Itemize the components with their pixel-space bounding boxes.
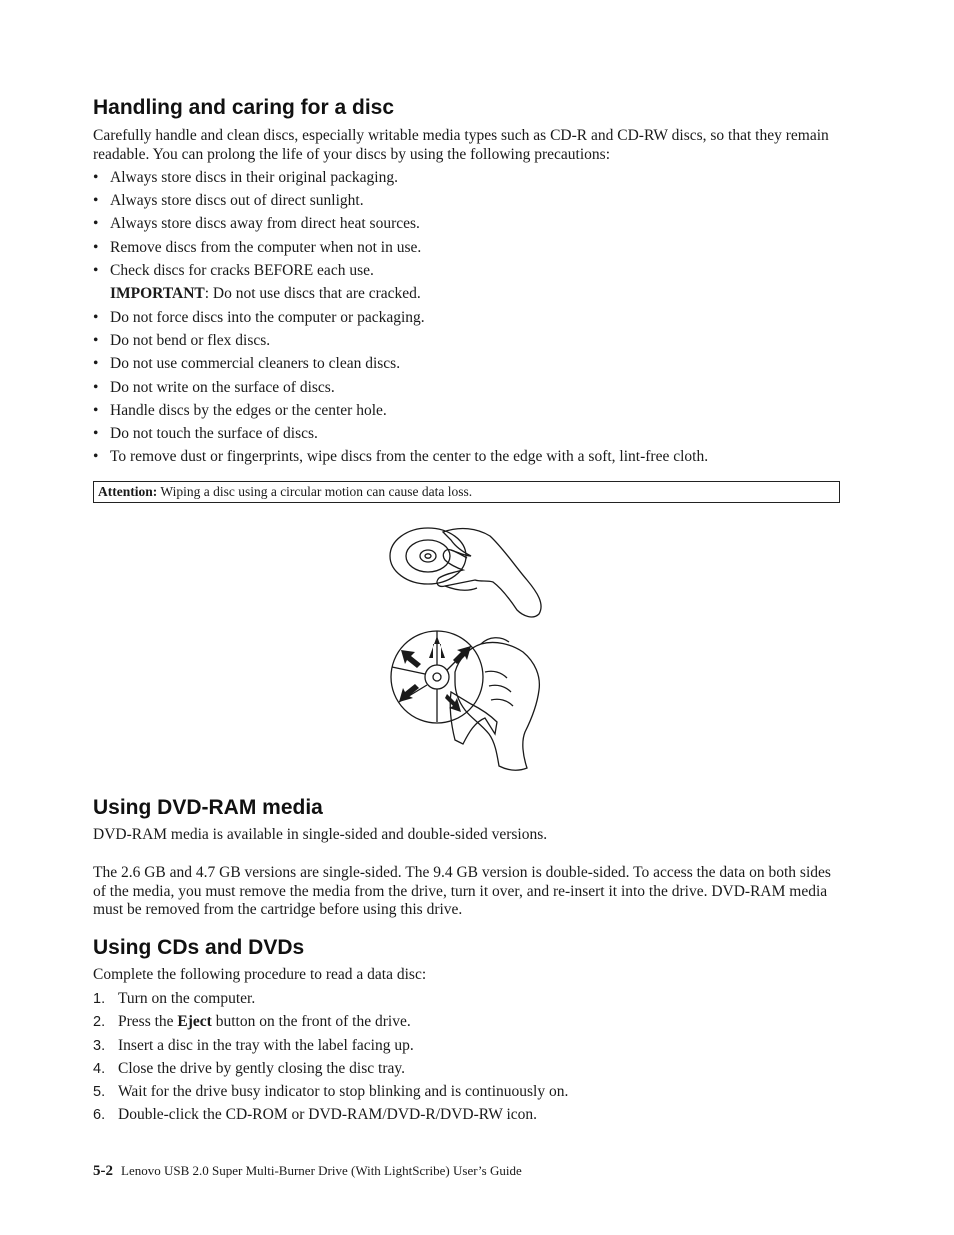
precautions-list-b xyxy=(93,308,840,470)
precaution-text: Check discs for cracks BEFORE each use. xyxy=(110,261,374,279)
precaution-item xyxy=(93,191,840,214)
hand-holding-icon xyxy=(437,529,541,617)
step-text-bold: Eject xyxy=(177,1013,212,1031)
precaution-text: Handle discs by the edges or the center hole. xyxy=(110,401,387,419)
precaution-item xyxy=(93,401,840,424)
bullet-icon: • xyxy=(93,332,99,350)
dvd-ram-para-2: The 2.6 GB and 4.7 GB versions are single-sided. The 9.4 GB version is double-sided. To access the data on both sides of the media, you must remove the media from the drive, turn it over, and re-insert it into the drive. DVD-RAM media must be removed from the cartridge before using this drive. xyxy=(93,864,831,918)
precaution-text: To remove dust or fingerprints, wipe discs from the center to the edge with a soft, lint-free cloth. xyxy=(110,448,709,466)
precaution-item xyxy=(93,331,840,354)
bullet-icon: • xyxy=(93,448,99,466)
precaution-item xyxy=(93,424,840,447)
step-text-pre: Turn on the computer. xyxy=(118,990,256,1007)
precaution-text: Remove discs from the computer when not in use. xyxy=(110,238,422,256)
precaution-text: Always store discs in their original packaging. xyxy=(110,169,398,186)
page-number: 5-2 xyxy=(93,1163,113,1179)
precaution-text: Do not use commercial cleaners to clean discs. xyxy=(110,355,401,373)
precaution-text: Always store discs away from direct heat sources. xyxy=(110,215,420,233)
bullet-icon: • xyxy=(93,192,99,210)
section-heading-cds-dvds: Using CDs and DVDs xyxy=(93,936,305,959)
attention-box xyxy=(93,481,840,503)
step-text-pre: Double-click the CD-ROM or DVD-RAM/DVD-R/DVD-RW icon. xyxy=(118,1106,538,1124)
bullet-icon: • xyxy=(93,309,99,326)
handling-intro: Carefully handle and clean discs, especially writable media types such as CD-R and CD-RW discs, so that they remain readable. You can prolong the life of your discs by using the following precautions: xyxy=(93,127,829,163)
dvd-ram-para-1: DVD-RAM media is available in single-sided and double-sided versions. xyxy=(93,826,548,843)
bullet-icon: • xyxy=(93,215,99,233)
step-text-pre: Insert a disc in the tray with the label facing up. xyxy=(118,1036,414,1054)
step-number: 5. xyxy=(93,1084,106,1101)
important-text: : Do not use discs that are cracked. xyxy=(204,285,421,302)
bullet-icon: • xyxy=(93,238,99,256)
step-number: 1. xyxy=(93,991,106,1007)
procedure-step xyxy=(93,1036,840,1059)
procedure-step xyxy=(93,1059,840,1082)
precaution-item xyxy=(93,447,840,470)
page-footer xyxy=(93,1163,522,1180)
step-text-pre: Wait for the drive busy indicator to stop blinking and is continuously on. xyxy=(118,1083,569,1101)
step-text-post: button on the front of the drive. xyxy=(211,1013,411,1031)
precaution-item xyxy=(93,238,840,261)
precaution-text: Do not write on the surface of discs. xyxy=(110,378,335,396)
important-note-item xyxy=(93,284,840,307)
precautions-list-a xyxy=(93,168,840,284)
precaution-item xyxy=(93,308,840,331)
cds-dvds-intro: Complete the following procedure to read a data disc: xyxy=(93,966,427,983)
step-number: 4. xyxy=(93,1060,106,1077)
precaution-text: Do not force discs into the computer or packaging. xyxy=(110,309,425,326)
attention-label: Attention: xyxy=(98,484,158,499)
bullet-icon: • xyxy=(93,261,99,279)
precaution-item xyxy=(93,354,840,377)
attention-text: Wiping a disc using a circular motion can cause data loss. xyxy=(157,484,473,499)
important-label: IMPORTANT xyxy=(110,285,205,302)
precaution-text: Do not touch the surface of discs. xyxy=(110,424,318,442)
step-number: 2. xyxy=(93,1014,106,1031)
step-text-pre: Press the xyxy=(118,1013,178,1031)
hand-wiping-icon xyxy=(455,642,539,770)
bullet-icon: • xyxy=(93,378,99,396)
footer-title: Lenovo USB 2.0 Super Multi-Burner Drive (With LightScribe) User’s Guide xyxy=(121,1163,522,1178)
precaution-item xyxy=(93,214,840,237)
procedure-step xyxy=(93,1105,840,1128)
step-number: 6. xyxy=(93,1107,106,1124)
disc-top-icon xyxy=(390,528,466,584)
procedure-steps xyxy=(93,989,840,1129)
procedure-step xyxy=(93,989,840,1012)
bullet-icon: • xyxy=(93,401,99,419)
step-text-pre: Close the drive by gently closing the disc tray. xyxy=(118,1059,405,1077)
important-note xyxy=(93,284,840,307)
precaution-item xyxy=(93,378,840,401)
bullet-icon: • xyxy=(93,169,99,186)
bullet-icon: • xyxy=(93,424,99,442)
precaution-text: Always store discs out of direct sunlight. xyxy=(110,192,364,210)
precaution-text: Do not bend or flex discs. xyxy=(110,332,271,350)
step-number: 3. xyxy=(93,1037,106,1054)
bullet-icon: • xyxy=(93,355,99,373)
disc-handling-illustration xyxy=(385,522,555,777)
procedure-step xyxy=(93,1082,840,1105)
procedure-step xyxy=(93,1012,840,1035)
section-heading-handling: Handling and caring for a disc xyxy=(93,96,395,119)
precaution-item xyxy=(93,168,840,191)
precaution-item xyxy=(93,261,840,284)
section-heading-dvd-ram: Using DVD-RAM media xyxy=(93,796,323,819)
